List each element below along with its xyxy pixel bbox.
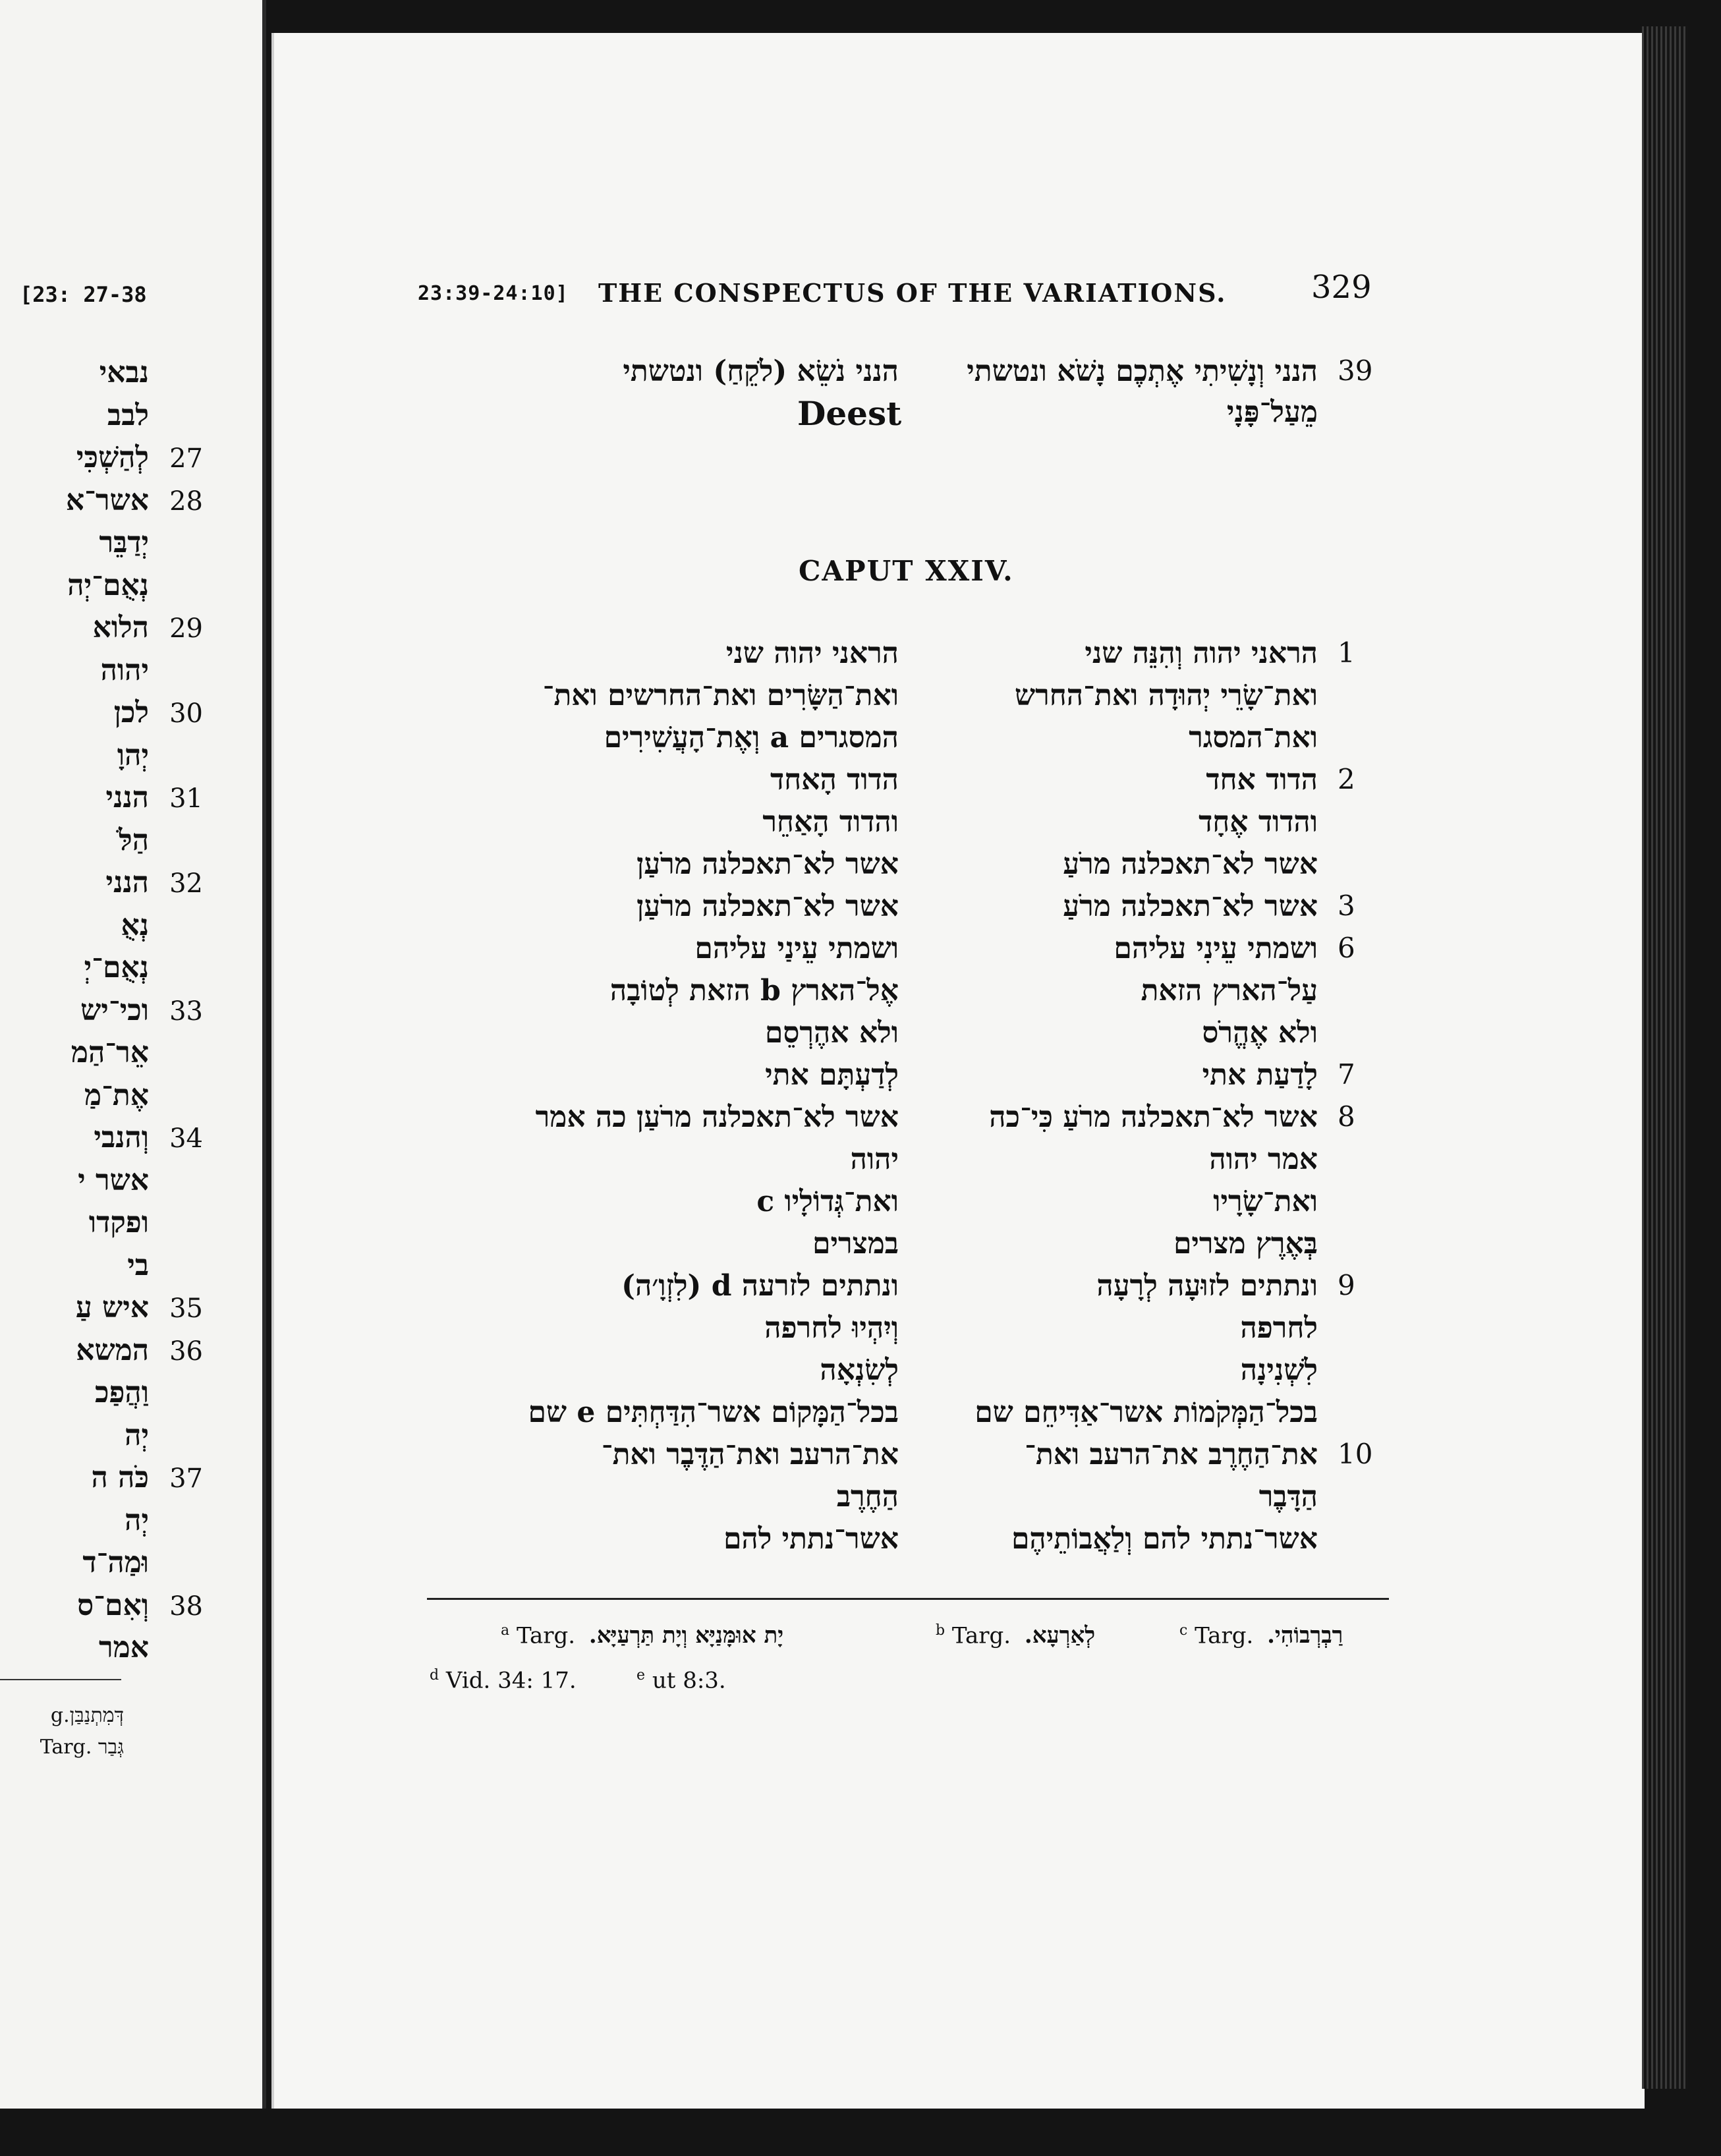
left-line-text: וְהנבי: [94, 1121, 149, 1154]
left-line-text: לבב: [107, 398, 149, 432]
deest-label: Deest: [797, 394, 902, 433]
verse-range: 23:39-24:10]: [418, 282, 569, 305]
hebrew-text-line: ואת־שָׂרָיו: [1213, 1185, 1318, 1218]
hebrew-text-line: עַל־הארץ הזאת: [1141, 974, 1318, 1007]
footnote-label: ut 8:3.: [652, 1667, 726, 1694]
left-page-line: [0, 1334, 203, 1367]
left-line-text: כֹּה ה: [91, 1461, 149, 1494]
left-page-line: [0, 781, 203, 814]
footnote-text: רַבְרְבוֹהִי.: [1267, 1622, 1343, 1649]
left-page-line: [0, 356, 203, 389]
variant-text-line: אשר לא־תאכלנה מרֹעַן: [636, 890, 899, 923]
left-page-line: [0, 484, 203, 517]
left-verse-number: 30: [169, 698, 203, 729]
left-page-line: [0, 1376, 203, 1409]
hebrew-text-line: לָדַעַת אתי: [1202, 1058, 1318, 1092]
left-page-line: [0, 1419, 203, 1452]
hebrew-text-line: בְּאֶרֶץ מצרים: [1173, 1227, 1318, 1261]
variant-text-line: ונתתים לזרעה d (לִזְוָ׳ה): [621, 1269, 899, 1303]
left-page-line: [0, 1036, 203, 1069]
left-verse-number: 32: [169, 868, 203, 899]
left-page-line: [0, 399, 203, 432]
hebrew-text-line: הַדָּבֶר: [1258, 1480, 1318, 1514]
hebrew-text-line: לִשְׁנִינָה: [1240, 1353, 1318, 1387]
left-line-text: הנני: [105, 866, 149, 899]
left-page-line: [0, 1546, 203, 1579]
left-page-line: [0, 1291, 203, 1324]
left-verse-number: 36: [169, 1336, 203, 1367]
left-line-text: יְה: [125, 1503, 149, 1537]
variant-text-line: ושמתי עֵינַי עליהם: [694, 932, 899, 965]
left-page-line: [0, 994, 203, 1027]
variant-text-line: לְדַעְתָּם אתי: [765, 1058, 899, 1092]
variant-text-line: הדוד הָאחד: [770, 763, 899, 797]
left-page-line: [0, 441, 203, 474]
hebrew-text-line: הראני יהוה וְהִנֵּה שני: [1085, 637, 1318, 670]
variant-text-line: ולא אהֶרְסֵם: [764, 1016, 899, 1050]
hebrew-text-line: ואת־שָׂרֵי יְהוּדָה ואת־החרש: [1014, 679, 1318, 712]
verse-number: 7: [1338, 1058, 1355, 1091]
left-line-text: אֶת־מַ: [84, 1078, 149, 1112]
left-page-line: [0, 824, 203, 857]
left-verse-number: 33: [169, 996, 203, 1027]
hebrew-text-line: אשר־נתתי להם וְלַאֲבוֹתֵיהֶם: [1011, 1522, 1318, 1556]
hebrew-text-line: ואת־המסגר: [1189, 721, 1318, 754]
verse-number: 9: [1338, 1269, 1355, 1301]
variant-text-line: ואת־הַשָּׂרִים ואת־החרשים ואת־: [542, 679, 899, 712]
hebrew-text-line: את־הַחֶרֶב את־הרעב ואת־: [1025, 1438, 1318, 1471]
left-line-text: וַהֲפַכ: [94, 1376, 149, 1409]
left-footnote-rule: [0, 1679, 121, 1680]
left-page-line: [0, 569, 203, 602]
hebrew-text-line: אשר לא־תאכלנה מרֹעַ: [1063, 890, 1318, 923]
left-page-line: [0, 611, 203, 644]
left-line-text: אמר: [99, 1631, 149, 1664]
variant-text-line: הראני יהוה שני: [725, 637, 899, 670]
variant-text-line: לְשִׂנְאָה: [820, 1353, 899, 1387]
hebrew-text-line: ושמתי עֵינִי עליהם: [1114, 932, 1318, 965]
left-line-text: המשא: [76, 1333, 149, 1367]
verse-number: 6: [1338, 932, 1355, 964]
left-verse-number: 37: [169, 1463, 203, 1494]
footnote-mark: e: [636, 1667, 646, 1684]
left-page-line: [0, 1504, 203, 1537]
verse-number: 2: [1338, 763, 1355, 795]
left-line-text: איש עַ: [75, 1291, 149, 1324]
left-line-text: יְה: [125, 1418, 149, 1452]
footnote-text: יָת אוּמָּנַיָּא וְיָת תַּרְעַיָּא.: [588, 1622, 784, 1649]
left-page-line: [0, 696, 203, 729]
verse-39-hebrew-line-1: הנני וְנָשִׁיתִי אֶתְכֶם נָשֹׁא ונטשתי: [967, 355, 1318, 388]
footnote-label: Targ.: [951, 1622, 1011, 1649]
left-page-line: [0, 1589, 203, 1622]
left-line-text: בי: [127, 1248, 149, 1282]
footnote-text: לְאַרְעָא.: [1024, 1622, 1096, 1649]
hebrew-text-line: ונתתים לזוּעָה לְרָעָה: [1096, 1269, 1318, 1303]
variant-text-line: יהוה: [850, 1143, 899, 1176]
hebrew-text-line: ולא אֶהֱרֹס: [1202, 1016, 1318, 1050]
variant-text-line: אֶל־הארץ b הזאת לְטוֹבָה: [609, 974, 899, 1007]
variant-text-line: וְיִהְיוּ לחרפה: [764, 1311, 899, 1345]
verse-number: 39: [1338, 355, 1373, 387]
book-page-edges: [1642, 26, 1688, 2089]
left-verse-number: 31: [169, 783, 203, 814]
variant-text-line: אשר לא־תאכלנה מרֹעַן כה אמר: [535, 1100, 899, 1134]
hebrew-text-line: והדוד אֶחָד: [1199, 805, 1318, 839]
left-page-line: [0, 1631, 203, 1664]
left-footnote-2: Targ. גְּבַר: [40, 1736, 124, 1759]
verse-number: 1: [1338, 637, 1355, 669]
hebrew-text-line: הדוד אחד: [1206, 763, 1318, 797]
footnote-label: Targ.: [1195, 1622, 1254, 1649]
footnote-mark: d: [430, 1667, 439, 1684]
left-line-text: ופקדו: [88, 1206, 149, 1239]
left-page-line: [0, 739, 203, 772]
variant-text-line: במצרים: [812, 1227, 899, 1261]
verse-39-variant-line-1: הנני נֹשֵׂא (לֹקֵחַ) ונטשתי: [623, 355, 899, 388]
verse-number: 3: [1338, 890, 1355, 922]
left-page-line: [0, 1249, 203, 1282]
left-page: [0, 0, 266, 2109]
left-page-line: [0, 909, 203, 942]
left-page-line: [0, 1164, 203, 1197]
left-page-line: [0, 1121, 203, 1154]
footnote-d: [430, 1667, 577, 1693]
left-page-line: [0, 951, 203, 984]
left-page-header: [23: 27-38: [20, 282, 147, 307]
left-line-text: אֵר־הַמ: [71, 1036, 149, 1069]
right-page: [271, 33, 1645, 2109]
hebrew-text-line: אשר לא־תאכלנה מרֹעַ כִּי־כה: [989, 1100, 1318, 1134]
left-line-text: לְהַשְׁכִּי: [76, 441, 149, 474]
left-verse-number: 38: [169, 1591, 203, 1622]
left-line-text: נְאֻם־יְה: [67, 568, 149, 602]
left-line-text: יְהוָ: [117, 738, 149, 772]
footnote-c: [1179, 1622, 1343, 1649]
footnote-e: [636, 1667, 726, 1693]
left-line-text: אשר י: [78, 1163, 149, 1197]
verse-number: 10: [1338, 1438, 1373, 1470]
left-verse-number: 28: [169, 486, 203, 517]
left-line-text: אשר־א: [65, 483, 149, 517]
left-page-line: [0, 1461, 203, 1494]
left-verse-number: 35: [169, 1293, 203, 1324]
hebrew-text-line: אמר יהוה: [1209, 1143, 1318, 1176]
verse-39-hebrew-line-2: מֵעַל־פָּנָי: [1226, 395, 1318, 429]
left-page-line: [0, 1079, 203, 1112]
left-page-line: [0, 866, 203, 899]
variant-text-line: את־הרעב ואת־הַדֶּבֶר ואת־: [601, 1438, 899, 1471]
variant-text-line: אשר לא־תאכלנה מרֹעַן: [636, 847, 899, 881]
left-line-text: הנני: [105, 781, 149, 814]
footnote-mark: c: [1179, 1622, 1188, 1639]
left-verse-number: 27: [169, 443, 203, 474]
hebrew-text-line: לחרפה: [1240, 1311, 1318, 1345]
left-page-line: [0, 526, 203, 559]
verse-number: 8: [1338, 1100, 1355, 1133]
chapter-heading: CAPUT XXIV.: [799, 555, 1014, 587]
footnote-b: [936, 1622, 1095, 1649]
variant-text-line: והדוד הָאַחֵר: [762, 805, 899, 839]
variant-text-line: ואת־גְּדוֹלָיו c: [756, 1185, 899, 1218]
footnote-label: Targ.: [516, 1622, 576, 1649]
left-page-line: [0, 654, 203, 687]
hebrew-text-line: בכל־הַמְּקֹמוֹת אשר־אַדִּיחֵם שם: [974, 1396, 1318, 1429]
left-line-text: נבאי: [99, 356, 149, 389]
left-footnote-1: דְּמִתְנַבַּן.g: [50, 1704, 124, 1727]
footnote-rule: [427, 1598, 1389, 1600]
left-line-text: וכי־יש: [80, 993, 149, 1027]
left-line-text: הלוא: [92, 611, 149, 644]
footnote-a: [501, 1622, 783, 1649]
page-number: 329: [1311, 269, 1372, 306]
left-line-text: יהוה: [100, 653, 149, 687]
left-verse-number: 29: [169, 613, 203, 644]
variant-text-line: אשר־נתתי להם: [723, 1522, 899, 1556]
footnote-mark: a: [501, 1622, 510, 1639]
footnote-label: Vid. 34: 17.: [445, 1667, 577, 1694]
left-line-text: וְאִם־ס: [77, 1588, 149, 1622]
left-page-line: [0, 1206, 203, 1239]
left-line-text: הַלֹּ: [119, 823, 149, 857]
left-line-text: לכן: [113, 696, 149, 729]
footnote-mark: b: [936, 1622, 945, 1639]
left-line-text: וּמַה־ד: [82, 1546, 149, 1579]
variant-text-line: המסגרים a וְאֶת־הָעֲשִׁירִים: [604, 721, 899, 754]
left-line-text: נְאֻ: [121, 908, 149, 942]
left-line-text: נְאֻם־יְ: [84, 951, 149, 984]
left-verse-number: 34: [169, 1123, 203, 1154]
hebrew-text-line: אשר לא־תאכלנה מרֹעַ: [1063, 847, 1318, 881]
variant-text-line: בכל־הַמָּקוֹם אשר־הִדַּחְתִּים e שם: [528, 1396, 899, 1429]
left-line-text: יְדַבֵּר: [99, 526, 149, 559]
variant-text-line: הַחֶרֶב: [836, 1480, 899, 1514]
running-title: THE CONSPECTUS OF THE VARIATIONS.: [598, 278, 1227, 308]
